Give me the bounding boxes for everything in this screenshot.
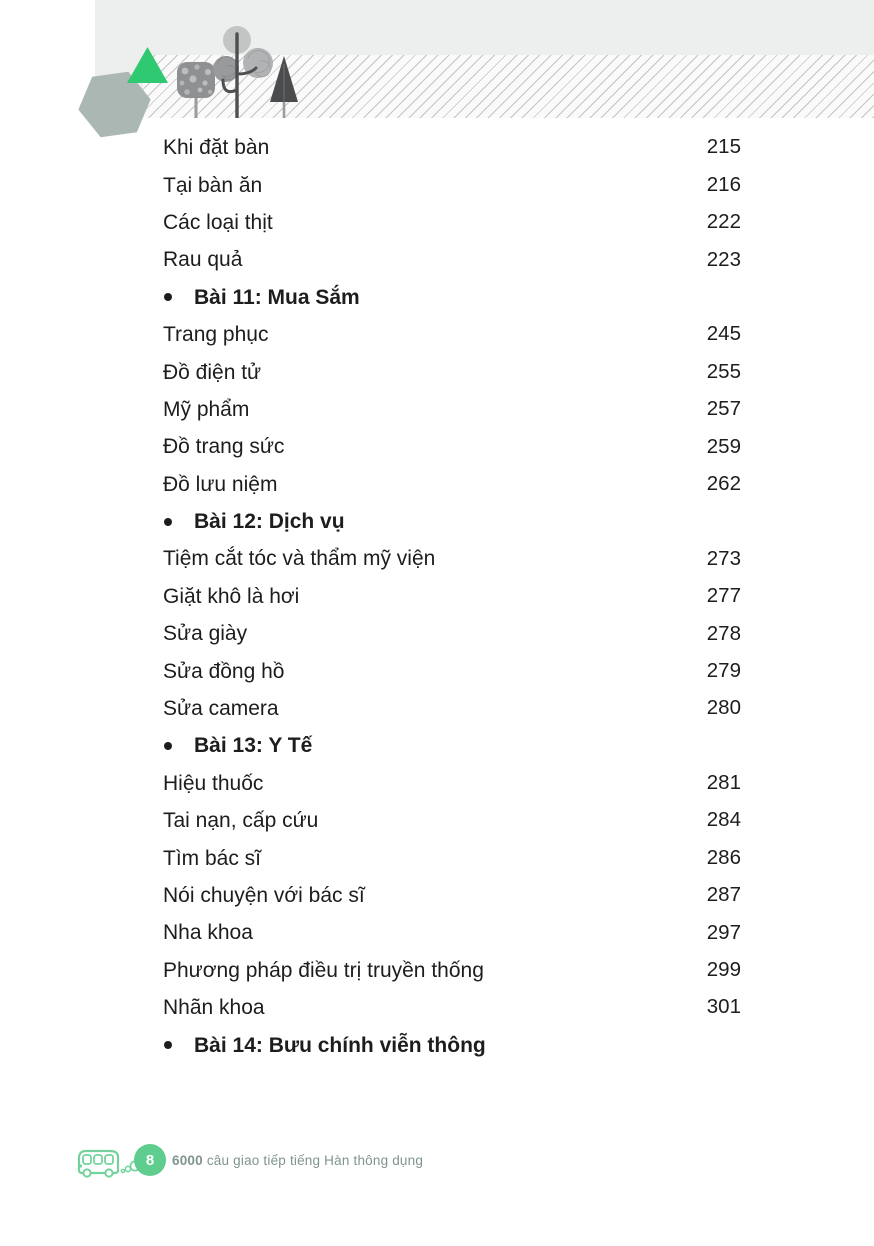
toc-item-label: Đồ điện tử (163, 360, 262, 384)
toc-item-label: Sửa đồng hồ (163, 659, 285, 683)
toc-item-label: Tai nạn, cấp cứu (163, 809, 319, 833)
toc-item-page-number: 279 (706, 658, 741, 682)
toc-item-page-number: 299 (706, 958, 741, 982)
toc-item (163, 914, 741, 951)
page-number-badge (134, 1144, 166, 1176)
book-title (172, 1140, 423, 1180)
table-of-contents (163, 129, 741, 1064)
page-footer (0, 1140, 874, 1184)
toc-item (163, 391, 741, 428)
toc-section-header (163, 279, 741, 316)
toc-item (163, 428, 741, 465)
toc-section-label: Bài 13: Y Tế (194, 734, 313, 758)
toc-item-label: Tại bàn ăn (163, 173, 263, 197)
toc-item (163, 578, 741, 615)
toc-item-label: Hiệu thuốc (163, 771, 264, 795)
toc-item (163, 466, 741, 503)
toc-item (163, 652, 741, 689)
toc-item-page-number: 223 (706, 247, 741, 271)
book-title-number: 6000 (172, 1152, 203, 1168)
toc-item-label: Các loại thịt (163, 210, 273, 234)
toc-item-label: Đồ lưu niệm (163, 472, 278, 496)
toc-item-label: Tìm bác sĩ (163, 846, 262, 870)
toc-item-page-number: 216 (706, 172, 741, 196)
bullet-icon (164, 293, 172, 301)
toc-item (163, 765, 741, 802)
toc-section-header (163, 503, 741, 540)
toc-item-page-number: 301 (706, 995, 741, 1019)
toc-item (163, 802, 741, 839)
toc-item (163, 129, 741, 166)
toc-item-page-number: 255 (706, 359, 741, 383)
toc-item-label: Sửa giày (163, 622, 248, 646)
bullet-icon (164, 742, 172, 750)
trees-illustration (170, 22, 305, 118)
toc-item-label: Phương pháp điều trị truyền thống (163, 958, 484, 982)
toc-item (163, 690, 741, 727)
toc-item (163, 241, 741, 278)
toc-item-label: Khi đặt bàn (163, 136, 270, 160)
toc-item-label: Nha khoa (163, 921, 253, 945)
toc-item-page-number: 222 (706, 210, 741, 234)
bullet-icon (164, 1041, 172, 1049)
toc-item-page-number: 287 (706, 883, 741, 907)
toc-section-label: Bài 11: Mua Sắm (194, 285, 360, 309)
toc-item-page-number: 284 (706, 808, 741, 832)
toc-item (163, 615, 741, 652)
toc-section-label: Bài 12: Dịch vụ (194, 510, 345, 534)
toc-item-label: Mỹ phẩm (163, 397, 250, 421)
toc-item-label: Sửa camera (163, 697, 279, 721)
toc-item (163, 877, 741, 914)
toc-item (163, 316, 741, 353)
header-decoration-band (95, 0, 874, 118)
toc-item-label: Nhãn khoa (163, 996, 265, 1020)
bullet-icon (164, 518, 172, 526)
toc-item (163, 166, 741, 203)
toc-item-label: Nói chuyện với bác sĩ (163, 884, 365, 907)
toc-item-page-number: 257 (706, 397, 741, 421)
toc-item-label: Đồ trang sức (163, 435, 285, 459)
toc-item-page-number: 273 (706, 546, 741, 570)
toc-section-label: Bài 14: Bưu chính viễn thông (194, 1033, 486, 1057)
toc-item (163, 353, 741, 390)
toc-item-page-number: 259 (706, 434, 741, 458)
toc-item-label: Tiệm cắt tóc và thẩm mỹ viện (163, 547, 436, 571)
toc-item-page-number: 245 (706, 322, 741, 346)
toc-item-page-number: 297 (706, 920, 741, 944)
toc-item-page-number: 262 (706, 471, 741, 495)
toc-item-label: Giặt khô là hơi (163, 584, 300, 608)
toc-item-label: Trang phục (163, 323, 269, 347)
toc-section-header (163, 727, 741, 764)
toc-item (163, 952, 741, 989)
toc-item-page-number: 281 (706, 771, 741, 795)
toc-item (163, 989, 741, 1026)
page-number: 8 (145, 1151, 155, 1169)
toc-item-page-number: 280 (706, 696, 741, 720)
toc-item-page-number: 215 (706, 135, 741, 159)
toc-item (163, 839, 741, 876)
toc-item (163, 204, 741, 241)
toc-item-page-number: 277 (706, 584, 741, 608)
toc-item-label: Rau quả (163, 248, 243, 272)
bus-icon (72, 1143, 142, 1180)
toc-item (163, 540, 741, 577)
toc-item-page-number: 278 (706, 621, 741, 645)
book-title-text: câu giao tiếp tiếng Hàn thông dụng (206, 1152, 424, 1168)
toc-section-header (163, 1026, 741, 1063)
toc-item-page-number: 286 (706, 845, 741, 869)
